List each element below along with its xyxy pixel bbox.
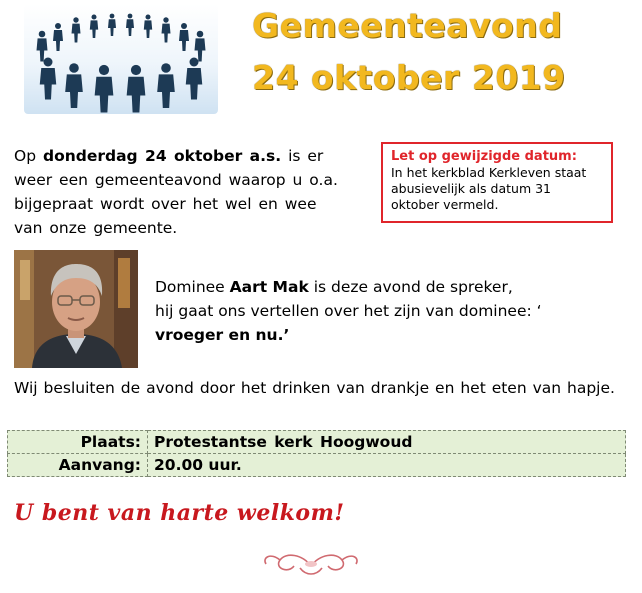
- speaker-name: Aart Mak: [229, 278, 309, 296]
- closing-paragraph: Wij besluiten de avond door het drinken van drankje en het eten van hapje.: [14, 379, 615, 397]
- intro-paragraph: [14, 144, 349, 240]
- page-title: Gemeenteavond: [252, 6, 563, 45]
- speaker-portrait-graphic: [14, 250, 138, 368]
- flourish-divider-icon: [124, 546, 499, 578]
- speaker-line-1: [155, 275, 625, 299]
- notice-title: Let op gewijzigde datum:: [391, 149, 577, 164]
- speaker-text-end: is deze avond de spreker,: [308, 278, 513, 296]
- people-circle-icon: [24, 4, 218, 114]
- intro-text-start: Op: [14, 147, 43, 165]
- intro-text-end: is er weer een gemeenteavond waarop u o.a. bijgepraat wordt over het wel en wee van onze gemeente.: [14, 147, 338, 237]
- speaker-topic-quote: vroeger en nu.’: [155, 326, 290, 344]
- intro-date-bold: donderdag 24 oktober a.s.: [42, 147, 282, 165]
- location-value: Protestantse kerk Hoogwoud: [148, 431, 626, 454]
- start-time-value: 20.00 uur.: [148, 454, 626, 477]
- speaker-paragraph: [155, 275, 625, 347]
- speaker-text-start: Dominee: [155, 278, 230, 296]
- notice-text: In het kerkblad Kerkleven staat abusievelijk als datum 31 oktober vermeld.: [391, 165, 587, 212]
- speaker-line-2: hij gaat ons vertellen over het zijn van dominee: ‘: [155, 302, 542, 320]
- table-row: [8, 431, 626, 454]
- location-label: Plaats:: [8, 431, 148, 454]
- welcome-message: U bent van harte welkom!: [14, 500, 345, 526]
- page-subtitle-date: 24 oktober 2019: [252, 58, 566, 97]
- date-change-notice: [381, 142, 613, 223]
- speaker-photo: [14, 250, 138, 368]
- table-row: [8, 454, 626, 477]
- people-circle-graphic: [24, 4, 218, 114]
- start-time-label: Aanvang:: [8, 454, 148, 477]
- event-info-table: [7, 430, 626, 477]
